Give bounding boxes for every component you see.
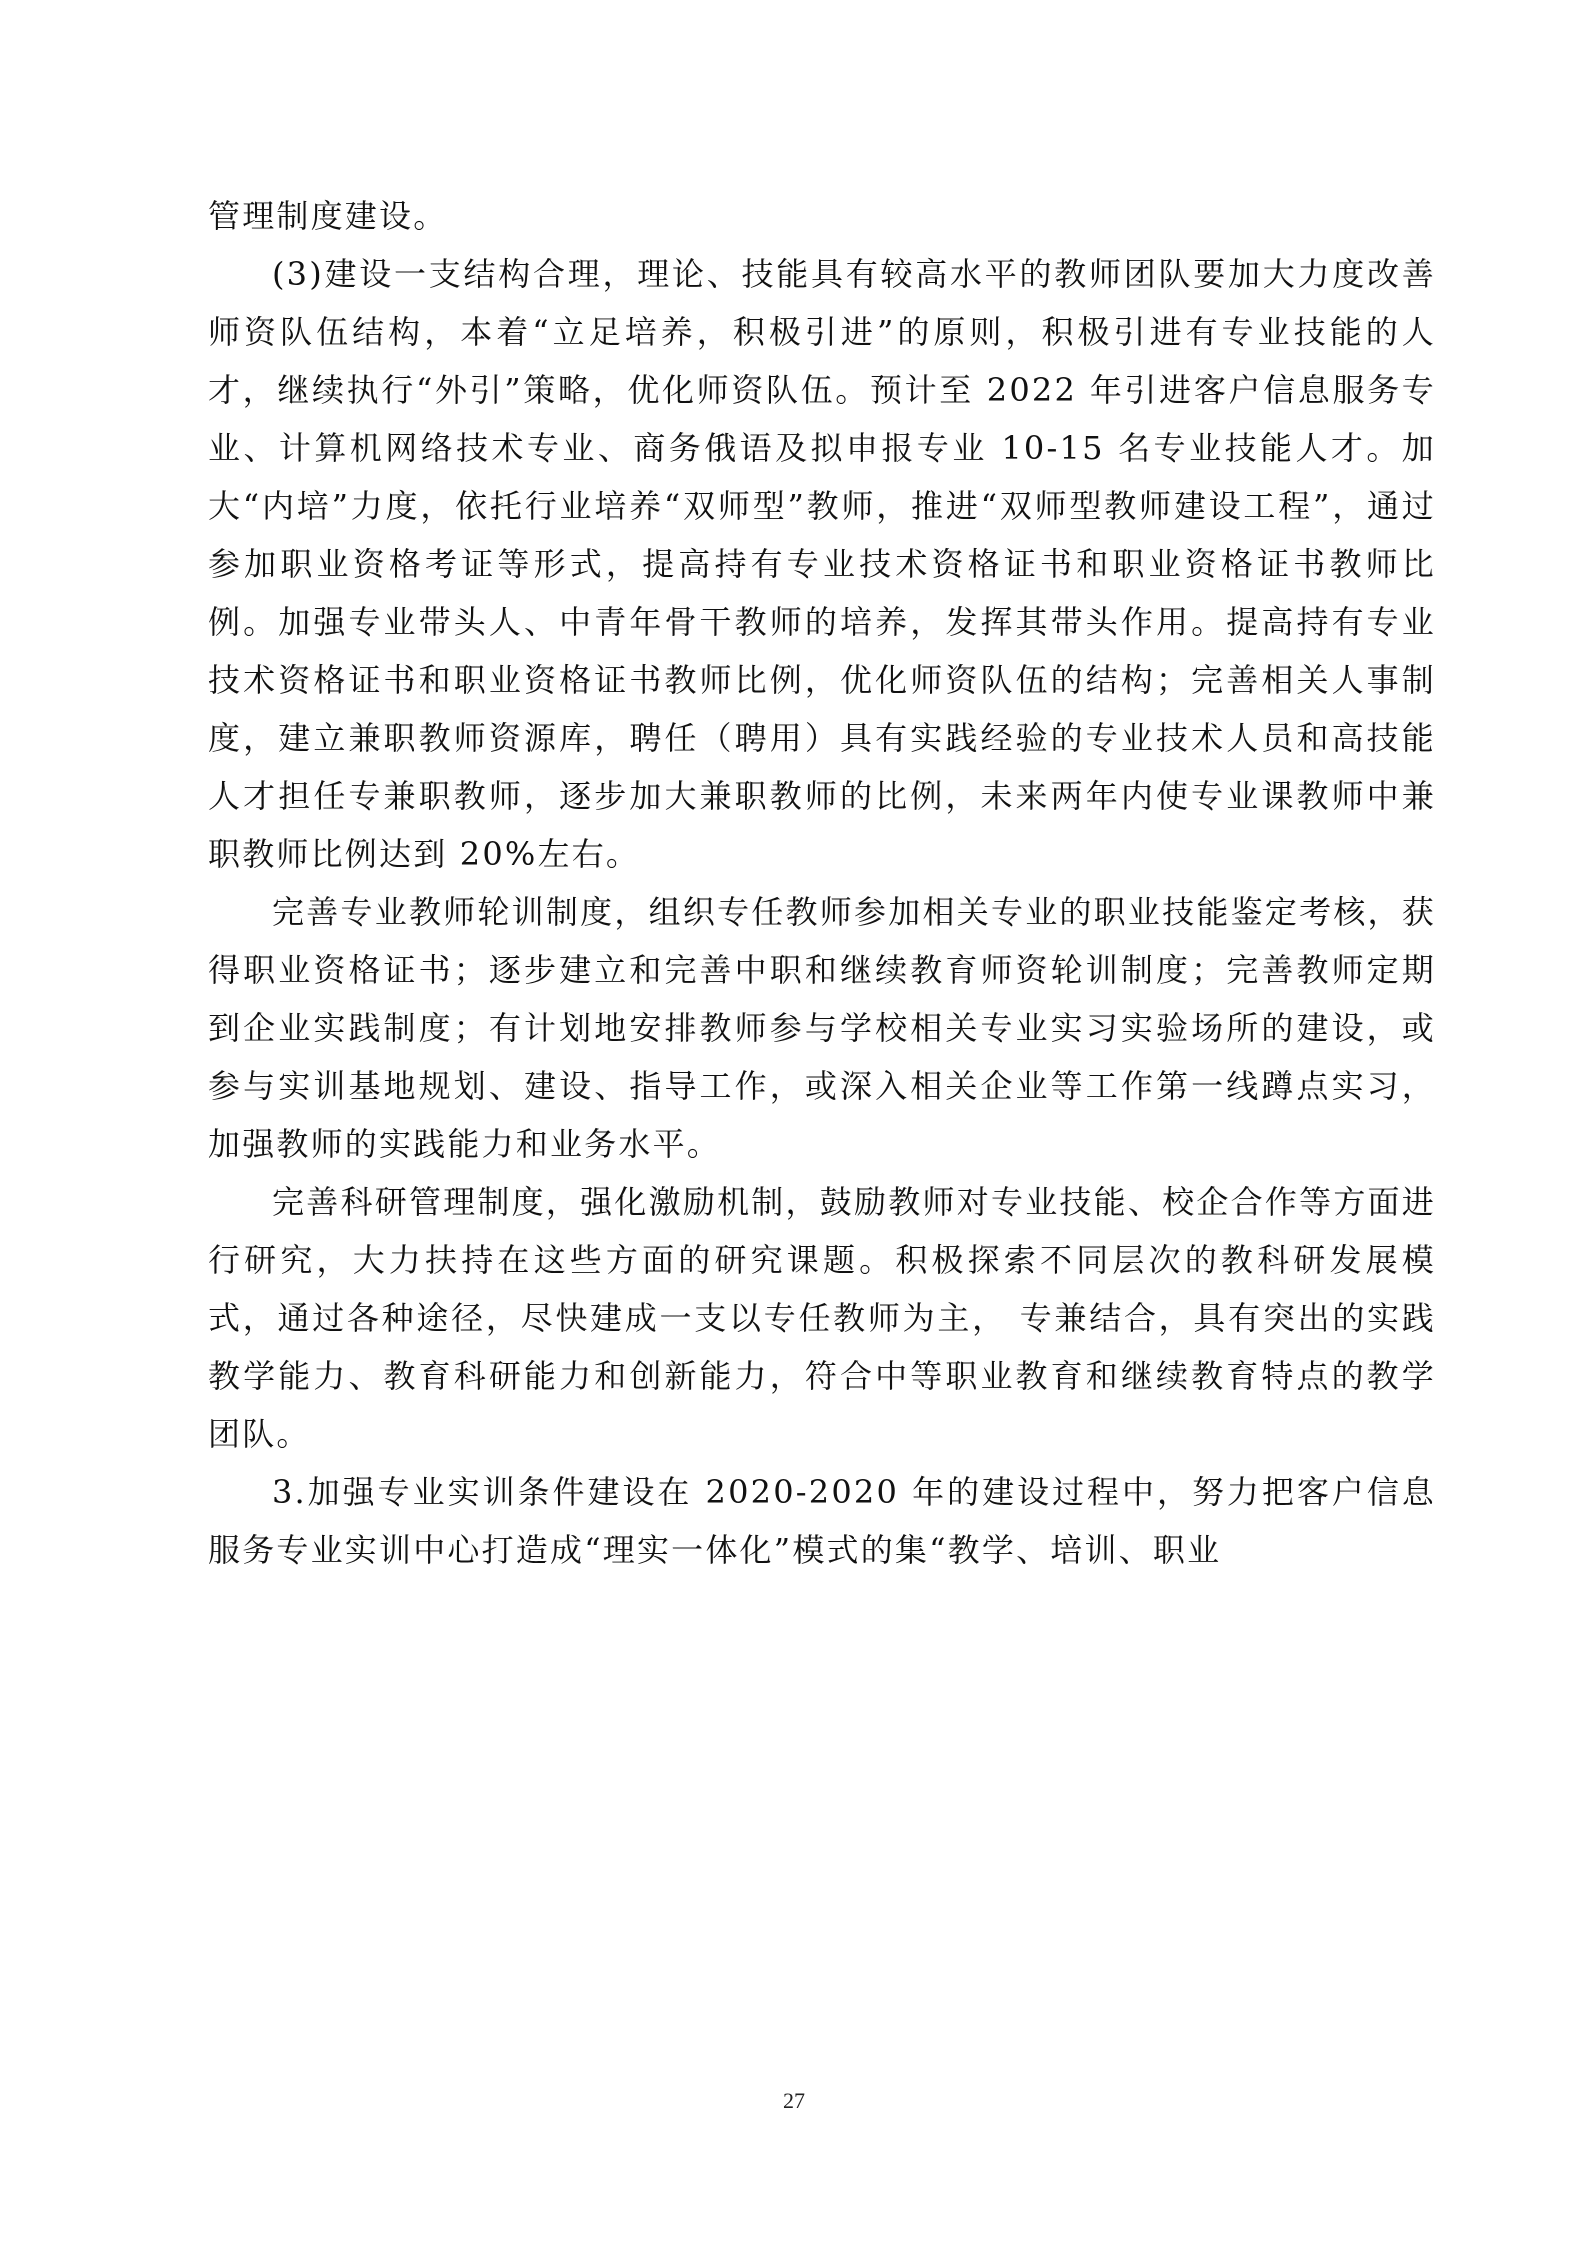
paragraph-teacher-training: 完善专业教师轮训制度，组织专任教师参加相关专业的职业技能鉴定考核，获得职业资格证书；逐步建立和完善中职和继续教育师资轮训制度；完善教师定期到企业实践制度；有计划地安排教师参与学校相关专业实习实验场所的建设，或参与实训基地规划、建设、指导工作，或深入相关企业等工作第一线蹲点实习，加强教师的实践能力和业务水平。 [208,893,1436,1163]
document-body [208,187,1436,1579]
paragraph-continued: 管理制度建设。 [208,197,448,235]
paragraph-teacher-team: (3)建设一支结构合理，理论、技能具有较高水平的教师团队要加大力度改善师资队伍结构，本着“立足培养，积极引进”的原则，积极引进有专业技能的人才，继续执行“外引”策略，优化师资队伍。预计至 2022 年引进客户信息服务专业、计算机网络技术专业、商务俄语及拟申报专业 10-15 名专业技能人才。加大“内培”力度，依托行业培养“双师型”教师，推进“双师型教师建设工程”，通过参加职业资格考证等形式，提高持有专业技术资格证书和职业资格证书教师比例。加强专业带头人、中青年骨干教师的培养，发挥其带头作用。提高持有专业技术资格证书和职业资格证书教师比例，优化师资队伍的结构；完善相关人事制度，建立兼职教师资源库，聘任（聘用）具有实践经验的专业技术人员和高技能人才担任专兼职教师，逐步加大兼职教师的比例，未来两年内使专业课教师中兼职教师比例达到 20%左右。 [208,255,1436,873]
paragraph-training-conditions: 3.加强专业实训条件建设在 2020-2020 年的建设过程中，努力把客户信息服务专业实训中心打造成“理实一体化”模式的集“教学、培训、职业 [208,1473,1436,1569]
paragraph-research-management: 完善科研管理制度，强化激励机制，鼓励教师对专业技能、校企合作等方面进行研究，大力扶持在这些方面的研究课题。积极探索不同层次的教科研发展模式，通过各种途径，尽快建成一支以专任教师为主， 专兼结合，具有突出的实践教学能力、教育科研能力和创新能力，符合中等职业教育和继续教育特点的教学团队。 [208,1183,1436,1453]
page-number: 27 [783,2088,805,2113]
